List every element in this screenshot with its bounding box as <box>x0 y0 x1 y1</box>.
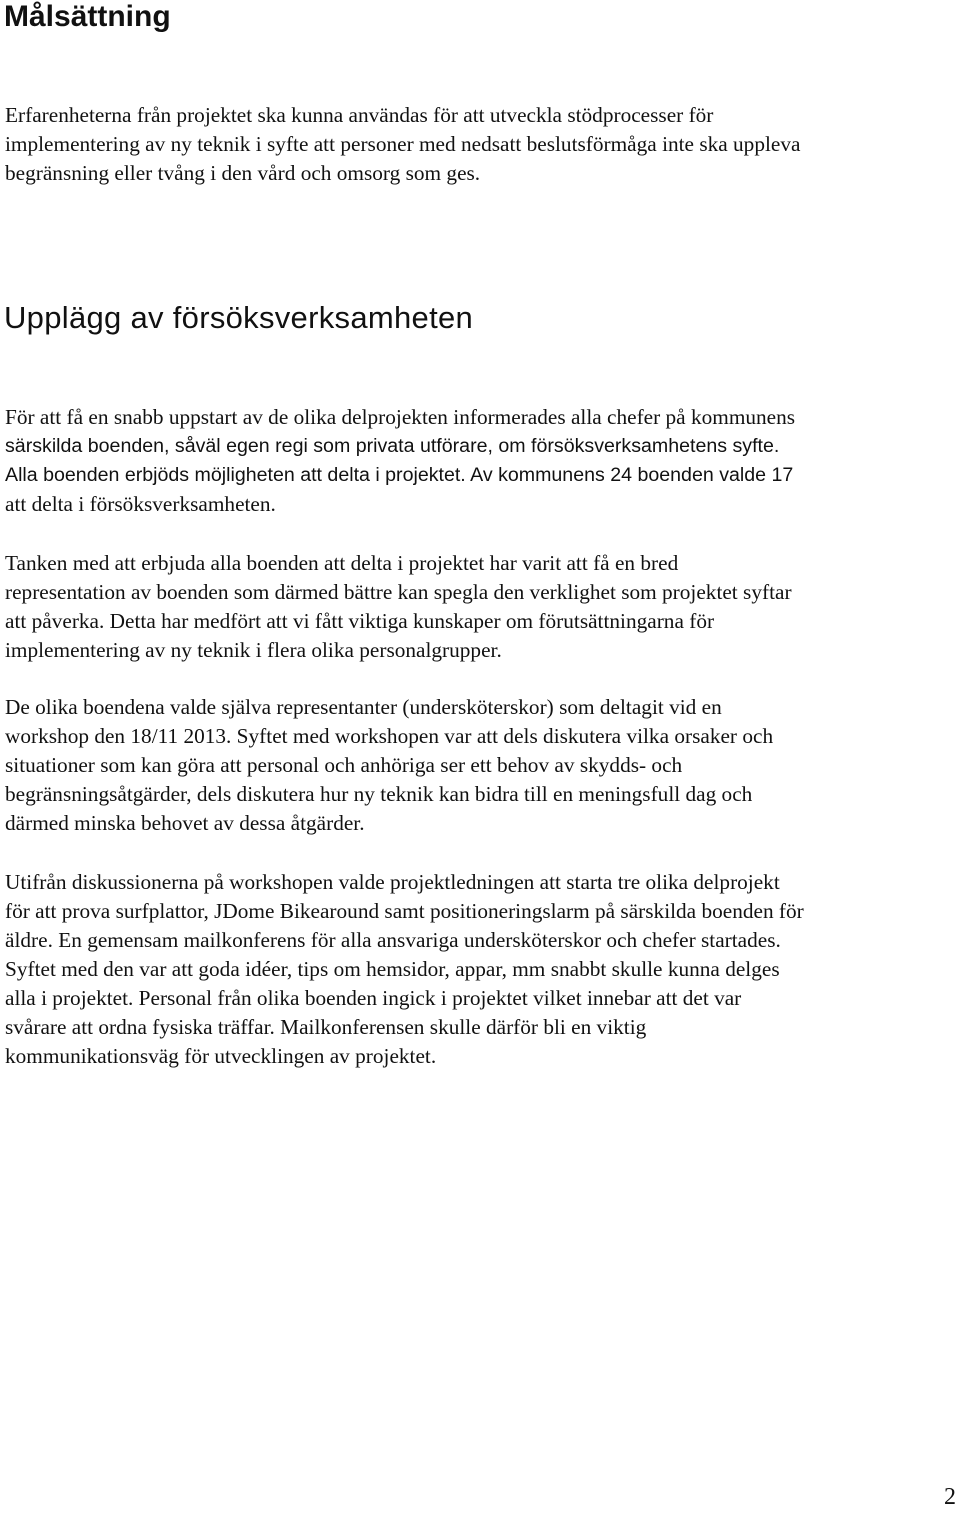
text-line: De olika boendena valde själva representanter (undersköterskor) som deltagit vid en <box>5 695 722 719</box>
text-line: implementering av ny teknik i flera olika personalgrupper. <box>5 638 502 662</box>
text-line: situationer som kan göra att personal och anhöriga ser ett behov av skydds- och <box>5 753 683 777</box>
text-line: för att prova surfplattor, JDome Bikearound samt positioneringslarm på särskilda boenden för <box>5 899 804 923</box>
text-line: alla i projektet. Personal från olika boenden ingick i projektet vilket innebar att det var <box>5 986 742 1010</box>
text-line: Tanken med att erbjuda alla boenden att delta i projektet har varit att få en bred <box>5 551 679 575</box>
text-line: därmed minska behovet av dessa åtgärder. <box>5 811 365 835</box>
text-line: särskilda boenden, såväl egen regi som privata utförare, om försöksverksamhetens syfte. <box>5 435 780 457</box>
text-line: workshop den 18/11 2013. Syftet med workshopen var att dels diskutera vilka orsaker och <box>5 724 774 748</box>
text-line: representation av boenden som därmed bättre kan spegla den verklighet som projektet syftar <box>5 580 792 604</box>
text-line: att delta i försöksverksamheten. <box>5 492 276 516</box>
text-line: För att få en snabb uppstart av de olika delprojekten informerades alla chefer på kommunens <box>5 405 796 429</box>
section-heading-upplagg: Upplägg av försöksverksamheten <box>4 300 474 335</box>
section-heading-malsattning: Målsättning <box>4 0 171 33</box>
paragraph-workshop <box>5 693 960 838</box>
text-line: äldre. En gemensam mailkonferens för alla ansvariga undersköterskor och chefer startades. <box>5 928 781 952</box>
text-line: Erfarenheterna från projektet ska kunna användas för att utveckla stödprocesser för <box>5 103 714 127</box>
text-line: Alla boenden erbjöds möjligheten att delta i projektet. Av kommunens 24 boenden valde 17 <box>5 464 794 486</box>
text-line: implementering av ny teknik i syfte att personer med nedsatt beslutsförmåga inte ska uppleva <box>5 132 801 156</box>
paragraph-malsattning <box>5 101 960 188</box>
text-line: begränsning eller tvång i den vård och omsorg som ges. <box>5 161 481 185</box>
text-line: svårare att ordna fysiska träffar. Mailkonferensen skulle därför bli en viktig <box>5 1015 647 1039</box>
text-line: att påverka. Detta har medfört att vi fått viktiga kunskaper om förutsättningarna för <box>5 609 715 633</box>
paragraph-uppstart <box>5 403 960 519</box>
text-line: kommunikationsväg för utvecklingen av projektet. <box>5 1044 437 1068</box>
page-number: 2 <box>944 1484 956 1510</box>
paragraph-delprojekt <box>5 868 960 1071</box>
text-line: Utifrån diskussionerna på workshopen valde projektledningen att starta tre olika delprojekt <box>5 870 780 894</box>
text-line: Syftet med den var att goda idéer, tips om hemsidor, appar, mm snabbt skulle kunna delges <box>5 957 780 981</box>
text-line: begränsningsåtgärder, dels diskutera hur ny teknik kan bidra till en meningsfull dag och <box>5 782 753 806</box>
paragraph-tanken <box>5 549 960 665</box>
